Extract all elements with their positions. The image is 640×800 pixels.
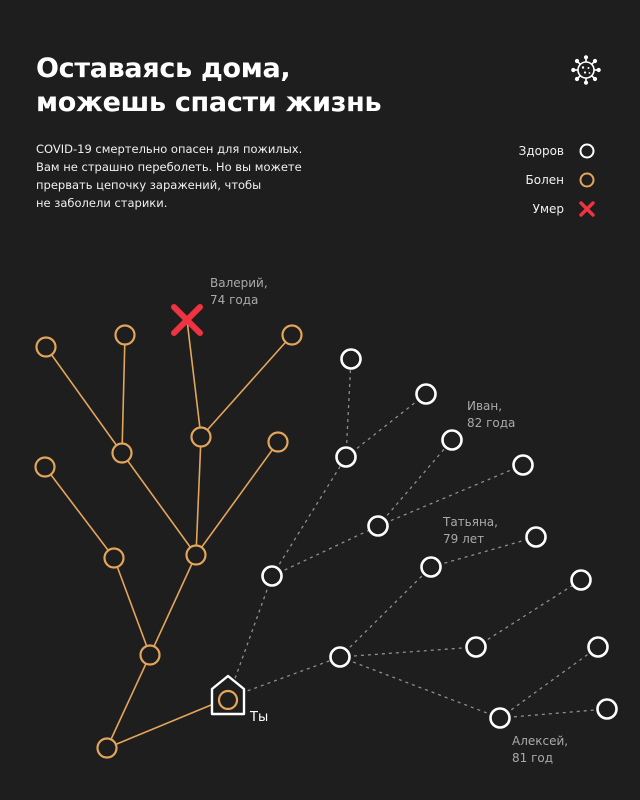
legend-item-dead <box>519 194 596 223</box>
contact-link-healthy <box>228 576 272 698</box>
sick-circle-icon <box>578 171 596 189</box>
ivan-name: Иван, <box>467 399 503 413</box>
contact-link-healthy <box>272 457 346 576</box>
legend-item-sick <box>519 165 596 194</box>
contact-link-healthy <box>378 440 452 526</box>
legend-dead-label: Умер <box>532 201 564 216</box>
infection-link <box>107 698 228 748</box>
person-healthy <box>337 448 356 467</box>
infection-link <box>107 655 150 748</box>
contact-link-healthy <box>340 567 431 657</box>
person-sick <box>36 458 55 477</box>
person-healthy <box>467 638 486 657</box>
description-line-1: COVID-19 смертельно опасен для пожилых. <box>36 142 303 156</box>
description <box>36 140 302 212</box>
person-healthy <box>263 567 282 586</box>
tatiana-age: 79 лет <box>443 532 485 546</box>
infection-link <box>201 335 292 437</box>
description-line-2: Вам не страшно переболеть. Но вы можете <box>36 160 302 174</box>
contact-link-healthy <box>500 647 598 718</box>
contact-link-healthy <box>500 709 607 718</box>
person-healthy <box>422 558 441 577</box>
label-valery <box>210 275 268 309</box>
contact-link-healthy <box>476 580 581 647</box>
valery-age: 74 года <box>210 293 259 307</box>
person-healthy <box>514 456 533 475</box>
infection-link <box>114 558 150 655</box>
infection-link <box>196 442 278 555</box>
valery-name: Валерий, <box>210 276 268 290</box>
person-sick <box>98 739 117 758</box>
legend-healthy-label: Здоров <box>518 143 564 158</box>
infection-link <box>122 335 125 453</box>
ivan-age: 82 года <box>467 416 516 430</box>
person-healthy <box>589 638 608 657</box>
person-healthy <box>417 385 436 404</box>
person-healthy <box>598 700 617 719</box>
label-tatiana <box>443 514 498 548</box>
infection-link <box>46 347 122 453</box>
person-healthy <box>342 350 361 369</box>
legend-sick-label: Болен <box>525 172 564 187</box>
person-sick <box>192 428 211 447</box>
person-healthy <box>369 517 388 536</box>
person-sick <box>116 326 135 345</box>
person-sick <box>113 444 132 463</box>
legend <box>519 136 596 223</box>
alexey-name: Алексей, <box>512 734 569 748</box>
contact-link-healthy <box>346 394 426 457</box>
tatiana-name: Татьяна, <box>443 515 498 529</box>
label-alexey <box>512 733 568 767</box>
you-label: Ты <box>250 710 269 725</box>
healthy-circle-icon <box>578 142 596 160</box>
infection-link <box>196 437 201 555</box>
legend-item-healthy <box>519 136 596 165</box>
page-title <box>36 52 381 120</box>
infection-link <box>150 555 196 655</box>
dead-cross-icon <box>578 200 596 218</box>
label-ivan <box>467 398 515 432</box>
person-sick <box>283 326 302 345</box>
virus-icon <box>571 55 601 85</box>
person-healthy <box>443 431 462 450</box>
title-line-2: можешь спасти жизнь <box>36 87 382 118</box>
person-healthy <box>331 648 350 667</box>
title-line-1: Оставаясь дома, <box>36 53 291 84</box>
infection-link <box>45 467 114 558</box>
description-line-3: прервать цепочку заражений, чтобы <box>36 178 262 192</box>
person-healthy <box>491 709 510 728</box>
person-sick <box>187 546 206 565</box>
contact-link-healthy <box>346 359 351 457</box>
person-sick <box>105 549 124 568</box>
infection-link <box>187 320 201 437</box>
person-sick <box>269 433 288 452</box>
contact-link-healthy <box>340 657 500 718</box>
person-sick <box>141 646 160 665</box>
person-healthy <box>527 528 546 547</box>
infection-link <box>122 453 196 555</box>
description-line-4: не заболели старики. <box>36 196 168 210</box>
contact-link-healthy <box>340 647 476 657</box>
person-sick <box>37 338 56 357</box>
alexey-age: 81 год <box>512 751 554 765</box>
person-healthy <box>572 571 591 590</box>
